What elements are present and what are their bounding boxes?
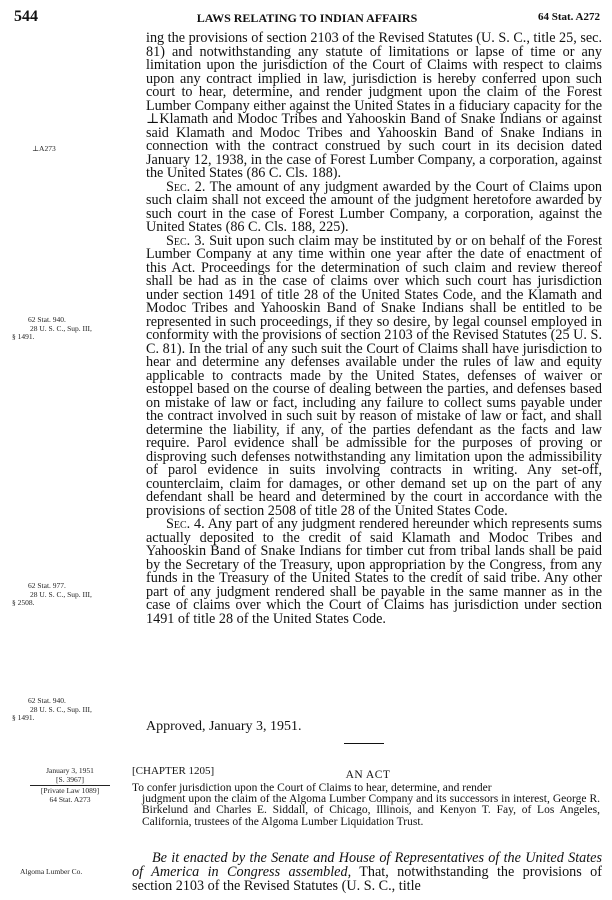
enacting-text: That, notwithstanding the provisions of section 2103 of the Revised Statutes (U. S. C., title <box>132 864 602 894</box>
purpose-rest: judgment upon the claim of the Algoma Lumber Company and its successors in interest, George R. Birkelund and Charles E. Siddall, of Chicago, Illinois, and Kenyon T. Fay, of Los Angeles, California, trustees of the Algoma Lumber Liquidation Trust. <box>142 793 600 828</box>
section-4 <box>146 518 602 626</box>
margin-date-block <box>20 767 120 804</box>
page-number: 544 <box>14 8 38 25</box>
margin-line: [S. 3967] <box>56 774 84 784</box>
section-label: Sec. 4. <box>166 516 205 532</box>
statute-citation: 64 Stat. A272 <box>537 11 600 23</box>
section-text: The amount of any judgment awarded by the Court of Claims upon such claim shall not exceed the amount of the judgment heretofore awarded by such court in the case of Forest Lumber Company, a corporation, against the United States (86 C. Cls. 188, 225). <box>146 178 603 235</box>
page-header <box>14 8 600 32</box>
paragraph-continuation: ing the provisions of section 2103 of the Revised Statutes (U. S. C., title 25, sec. 81) and notwithstanding any statute of limitations or lapse of time or any limitation upon the jurisdiction of the Court of Claims with respect to claims upon any contract implied in law, jurisdiction is hereby conferred upon such court to hear, determine, and render judgment upon the claim of the Forest Lumber Company either against the United States in a fiduciary capacity for the ⊥Klamath and Modoc Tribes and Yahooskin Band of Snake Indians or against said Klamath and Modoc Tribes and Yahooskin Band of Snake Indians in connection with the contract construed by such court in its decision dated January 12, 1938, in the case of Forest Lumber Company, a corporation, against the United States (86 C. Cls. 188). <box>146 30 602 181</box>
separator-rule <box>344 743 384 744</box>
margin-line: January 3, 1951 <box>46 766 94 775</box>
margin-note-stat-940-b <box>12 697 92 723</box>
margin-note-stat-977 <box>12 582 92 608</box>
margin-line: Algoma Lumber Co. <box>20 867 83 876</box>
chapter-number: [CHAPTER 1205] <box>132 765 215 777</box>
margin-note-a273 <box>32 145 56 154</box>
purpose-first-line: To confer jurisdiction upon the Court of Claims to hear, determine, and render <box>132 782 492 794</box>
margin-line: § 2508. <box>12 598 35 607</box>
margin-line: 28 U. S. C., Sup. III, <box>30 323 92 333</box>
main-text <box>146 32 602 626</box>
act-purpose <box>132 783 600 828</box>
section-2 <box>146 178 603 235</box>
section-3 <box>146 232 603 519</box>
margin-line: 62 Stat. 940. <box>28 696 66 705</box>
enacting-paragraph <box>132 851 602 893</box>
margin-line: § 1491. <box>12 713 35 722</box>
enacting-clause: Be it enacted by the Senate and House of Representatives of the United States of America in Congress assembled, <box>132 850 602 880</box>
margin-note-algoma <box>20 868 82 877</box>
margin-line: 62 Stat. 977. <box>28 581 66 590</box>
margin-line: § 1491. <box>12 332 35 341</box>
section-text: Any part of any judgment rendered hereunder which represents sums actually deposited to the credit of said Klamath and Modoc Tribes and Yahooskin Band of Snake Indians for timber cut from tribal lands shall be paid by the Secretary of the Treasury, upon appropriation by the Congress, from any funds in the Treasury of the United States to the credit of said tribe. Any other part of any judgment rendered shall be payable in the same manner as in the case of claims over which the Court of Claims has jurisdiction under section 1491 of title 28 of the United States Code. <box>146 516 603 627</box>
margin-note-text: ⊥A273 <box>32 144 56 153</box>
margin-line: 28 U. S. C., Sup. III, <box>30 589 92 599</box>
margin-note-stat-940 <box>12 316 92 342</box>
approved-date: Approved, January 3, 1951. <box>146 719 302 734</box>
section-label: Sec. 2. <box>166 178 206 195</box>
act-heading: AN ACT <box>345 769 391 781</box>
margin-line: 64 Stat. A273 <box>49 794 91 804</box>
margin-line: 62 Stat. 940. <box>28 315 66 324</box>
running-title: LAWS RELATING TO INDIAN AFFAIRS <box>196 11 418 25</box>
margin-line: [Private Law 1089] <box>40 786 100 795</box>
section-text: Suit upon such claim may be instituted by or on behalf of the Forest Lumber Company at any time within one year after the date of enactment of this Act. Proceedings for the determination of such claim and review thereof shall be had as in the case of claims over which such court has jurisdiction under section 1491 of title 28 of the United States Code, and the Klamath and Modoc Tribes and Yahooskin Band of Snake Indians shall be entitled to be represented in such proceedings, if they so desire, by legal counsel employed in conformity with the provisions of section 2103 of the Revised Statutes (25 U. S. C. 81). In the trial of any such suit the Court of Claims shall have jurisdiction to hear and determine any defenses available under the rules of law and equity applicable to contracts made by the United States, defenses of waiver or estoppel based on the course of dealing between the parties, and defenses based on mistake of law or fact, including any failure to collect sums payable under the contract involved in such suit by reason of mistake of law or fact, and shall determine the liability, if any, of the parties defendant as the facts and law require. Parol evidence shall be admissible for the purposes of proving or disproving such defenses notwithstanding any limitation upon the admissibility of parol evidence in suits involving contracts in writing. Any set-off, counterclaim, claim for damages, or other demand set up on the part of any defendant shall be heard and determined by the court in accordance with the provisions of section 2508 of title 28 of the United States Code. <box>146 232 603 519</box>
section-label: Sec. 3. <box>166 232 205 249</box>
margin-line: 28 U. S. C., Sup. III, <box>30 704 92 714</box>
